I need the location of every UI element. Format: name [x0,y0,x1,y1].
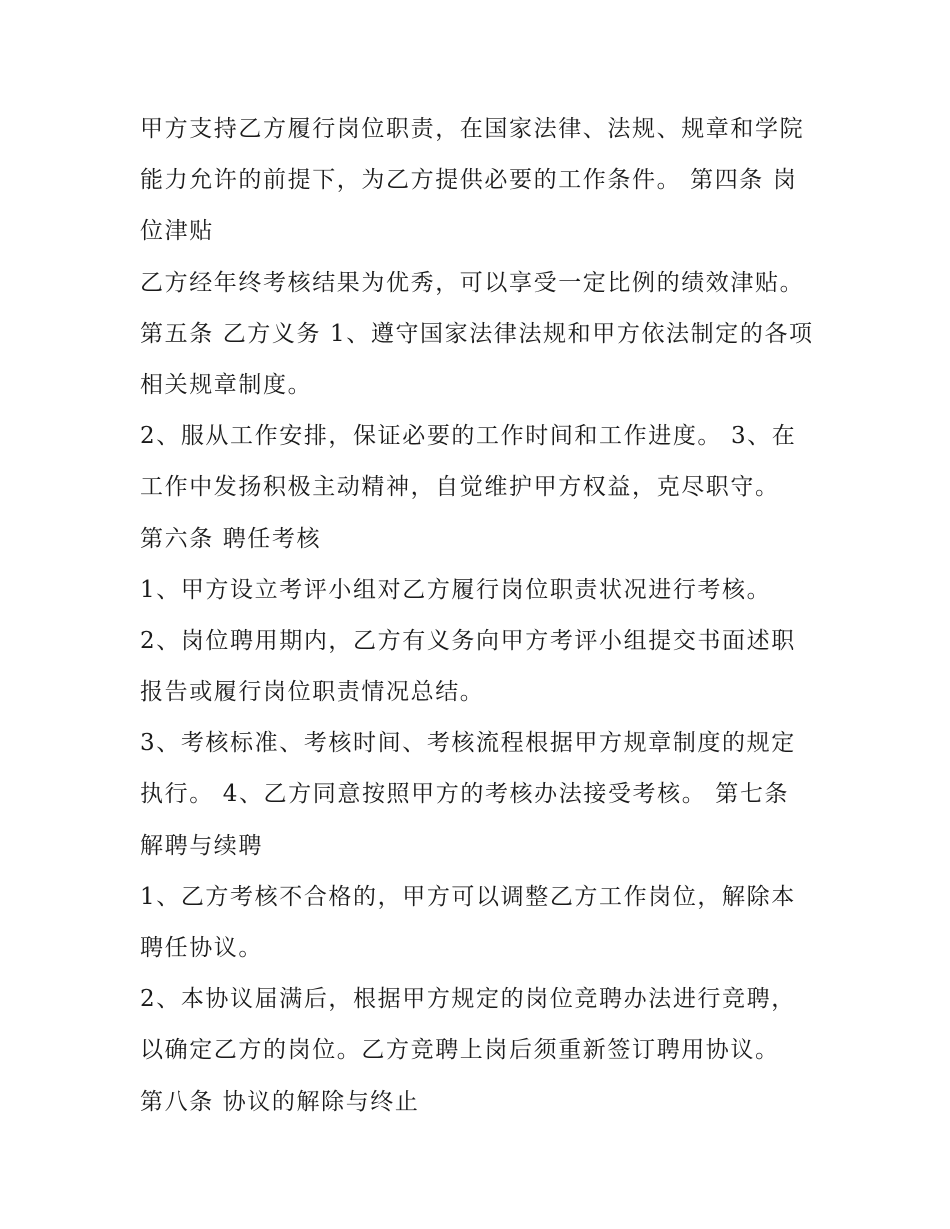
text-line: 报告或履行岗位职责情况总结。 [140,679,485,706]
text-line: 3、考核标准、考核时间、考核流程根据甲方规章制度的规定 [140,730,796,757]
text-line: 以确定乙方的岗位。乙方竞聘上岗后须重新签订聘用协议。 [140,1037,780,1064]
text-line: 工作中发扬积极主动精神，自觉维护甲方权益，克尽职守。 [140,474,780,501]
text-line: 执行。 4、乙方同意按照甲方的考核办法接受考核。 第七条 [140,781,790,808]
text-line: 聘任协议。 [140,935,263,961]
text-line: 1、甲方设立考评小组对乙方履行岗位职责状况进行考核。 [140,576,772,603]
text-line: 2、服从工作安排，保证必要的工作时间和工作进度。 3、在 [140,423,797,450]
text-line: 1、乙方考核不合格的，甲方可以调整乙方工作岗位，解除本 [140,883,796,910]
text-line: 2、本协议届满后，根据甲方规定的岗位竞聘办法进行竞聘， [140,986,796,1013]
document-body [140,104,820,1128]
text-line: 乙方经年终考核结果为优秀，可以享受一定比例的绩效津贴。 [140,269,805,296]
text-line: 能力允许的前提下，为乙方提供必要的工作条件。 第四条 岗 [140,167,798,194]
text-line: 2、岗位聘用期内，乙方有义务向甲方考评小组提交书面述职 [140,627,796,654]
text-line: 甲方支持乙方履行岗位职责，在国家法律、法规、规章和学院 [140,116,805,142]
section-heading: 第八条 协议的解除与终止 [140,1088,420,1115]
text-line: 解聘与续聘 [140,832,263,859]
text-line: 位津贴 [140,218,214,245]
text-line: 第五条 乙方义务 1、遵守国家法律法规和甲方依法制定的各项 [140,320,814,347]
section-heading: 第六条 聘任考核 [140,525,322,552]
text-line: 相关规章制度。 [140,371,313,398]
